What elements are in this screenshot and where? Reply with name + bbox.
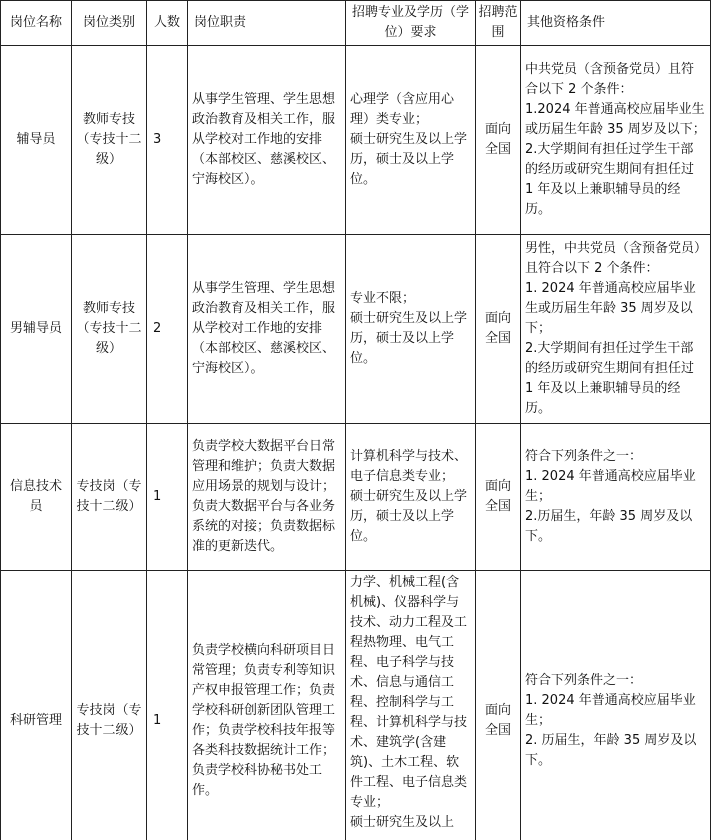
header-requirements: 招聘专业及学历（学位）要求 xyxy=(346,1,476,46)
header-headcount: 人数 xyxy=(147,1,188,46)
cell-position-category: 专技岗（专技十二级） xyxy=(72,424,147,571)
cell-scope: 面向全国 xyxy=(476,571,521,840)
cell-duties: 负责学校横向科研项目日常管理；负责专利等知识产权申报管理工作；负责学校科研创新团队管理工作；负责学校科技年报等各类科技数据统计工作；负责学校科协秘书处工作。 xyxy=(188,571,346,840)
cell-other-conditions xyxy=(521,235,711,424)
condition-line: 1. 2024 年普通高校应届毕业生； xyxy=(525,469,696,504)
requirement-line: 硕士研究生及以上学历，硕士及以上学位。 xyxy=(350,489,468,544)
requirement-line: 心理学（含应用心理）类专业； xyxy=(350,92,455,127)
cell-position-category: 教师专技（专技十二级） xyxy=(72,46,147,235)
cell-other-conditions xyxy=(521,46,711,235)
requirement-line: 计算机科学与技术、电子信息类专业； xyxy=(350,449,468,484)
cell-headcount: 1 xyxy=(147,571,188,840)
condition-line: 中共党员（含预备党员）且符合以下 2 个条件： xyxy=(525,62,695,97)
requirement-line: 硕士研究生及以上 xyxy=(350,815,455,830)
header-position-name: 岗位名称 xyxy=(1,1,72,46)
condition-line: 男性，中共党员（含预备党员）且符合以下 2 个条件： xyxy=(525,241,701,276)
cell-other-conditions xyxy=(521,571,711,840)
cell-requirements xyxy=(346,46,476,235)
condition-line: 2. 历届生，年龄 35 周岁及以下。 xyxy=(525,732,697,768)
cell-headcount: 3 xyxy=(147,46,188,235)
cell-scope: 面向全国 xyxy=(476,235,521,424)
condition-line: 1.2024 年普通高校应届毕业生或历届生年龄 35 周岁及以下； xyxy=(525,102,706,137)
cell-duties: 从事学生管理、学生思想政治教育及相关工作，服从学校对工作地的安排（本部校区、慈溪校区、宁海校区）。 xyxy=(188,46,346,235)
header-position-category: 岗位类别 xyxy=(72,1,147,46)
table-row xyxy=(1,571,711,840)
condition-line: 1. 2024 年普通高校应届毕业生或历届生年龄 35 周岁及以下； xyxy=(525,281,696,336)
header-row xyxy=(1,1,711,46)
condition-line: 2.大学期间有担任过学生干部的经历或研究生期间有担任过 1 年及以上兼职辅导员的经历。 xyxy=(525,142,699,217)
cell-position-category: 专技岗（专技十二级） xyxy=(72,571,147,840)
table-row xyxy=(1,424,711,571)
cell-duties: 负责学校大数据平台日常管理和维护；负责大数据应用场景的规划与设计；负责大数据平台与各业务系统的对接；负责数据标准的更新迭代。 xyxy=(188,424,346,571)
condition-line: 2.大学期间有担任过学生干部的经历或研究生期间有担任过 1 年及以上兼职辅导员的经历。 xyxy=(525,341,699,416)
cell-requirements xyxy=(346,424,476,571)
header-scope: 招聘范围 xyxy=(476,1,521,46)
condition-line: 符合下列条件之一： xyxy=(525,449,643,464)
requirement-line: 硕士研究生及以上学历，硕士及以上学位。 xyxy=(350,311,468,366)
table-row xyxy=(1,46,711,235)
cell-duties: 从事学生管理、学生思想政治教育及相关工作，服从学校对工作地的安排（本部校区、慈溪校区、宁海校区）。 xyxy=(188,235,346,424)
cell-position-name: 科研管理 xyxy=(1,571,72,840)
cell-other-conditions xyxy=(521,424,711,571)
cell-position-category: 教师专技（专技十二级） xyxy=(72,235,147,424)
condition-line: 符合下列条件之一： xyxy=(525,672,643,688)
condition-line: 2.历届生，年龄 35 周岁及以下。 xyxy=(525,509,693,544)
requirement-line: 硕士研究生及以上学历，硕士及以上学位。 xyxy=(350,132,468,187)
requirement-line: 专业不限； xyxy=(350,291,416,306)
cell-requirements xyxy=(346,235,476,424)
header-duties: 岗位职责 xyxy=(188,1,346,46)
cell-scope: 面向全国 xyxy=(476,424,521,571)
cell-headcount: 1 xyxy=(147,424,188,571)
cell-scope: 面向全国 xyxy=(476,46,521,235)
requirement-line: 力学、机械工程(含机械)、仪器科学与技术、动力工程及工程热物理、电气工程、电子科学与技术、信息与通信工程、控制科学与工程、计算机科学与技术、建筑学(含建筑)、土木工程、软件工程、电子信息类专业； xyxy=(350,575,468,810)
condition-line: 1. 2024 年普通高校应届毕业生； xyxy=(525,692,696,728)
table-row xyxy=(1,235,711,424)
cell-headcount: 2 xyxy=(147,235,188,424)
cell-position-name: 信息技术员 xyxy=(1,424,72,571)
cell-requirements xyxy=(346,571,476,840)
header-other-conditions: 其他资格条件 xyxy=(521,1,711,46)
cell-position-name: 男辅导员 xyxy=(1,235,72,424)
cell-position-name: 辅导员 xyxy=(1,46,72,235)
